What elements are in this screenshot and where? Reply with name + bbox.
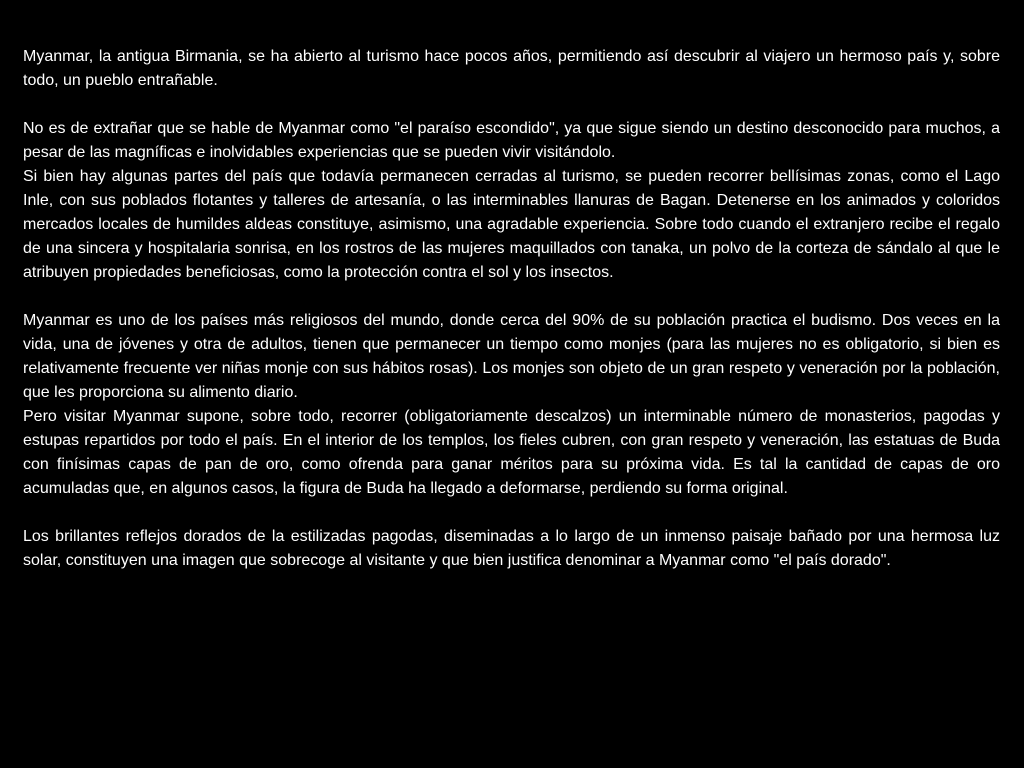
paragraph-intro: Myanmar, la antigua Birmania, se ha abierto al turismo hace pocos años, permitiendo así descubrir al viajero un hermoso país y, sobre todo, un pueblo entrañable. xyxy=(23,48,1000,89)
paragraph-places: Si bien hay algunas partes del país que todavía permanecen cerradas al turismo, se pueden recorrer bellísimas zonas, como el Lago Inle, con sus poblados flotantes y talleres de artesanía, o las interminables llanuras de Bagan. Detenerse en los animados y coloridos mercados locales de humildes aldeas constituye, asimismo, una agradable experiencia. Sobre todo cuando el extranjero recibe el regalo de una sincera y hospitalaria sonrisa, en los rostros de las mujeres maquillados con tanaka, un polvo de la corteza de sándalo al que le atribuyen propiedades beneficiosas, como la protección contra el sol y los insectos. xyxy=(23,168,1000,281)
paragraph-golden-country: Los brillantes reflejos dorados de la estilizadas pagodas, diseminadas a lo largo de un inmenso paisaje bañado por una hermosa luz solar, constituyen una imagen que sobrecoge al visitante y que bien justifica denominar a Myanmar como "el país dorado". xyxy=(23,528,1000,569)
paragraph-monasteries: Pero visitar Myanmar supone, sobre todo, recorrer (obligatoriamente descalzos) un interminable número de monasterios, pagodas y estupas repartidos por todo el país. En el interior de los templos, los fieles cubren, con gran respeto y veneración, las estatuas de Buda con finísimas capas de pan de oro, como ofrenda para ganar méritos para su próxima vida. Es tal la cantidad de capas de oro acumuladas que, en algunos casos, la figura de Buda ha llegado a deformarse, perdiendo su forma original. xyxy=(23,408,1000,497)
paragraph-religion: Myanmar es uno de los países más religiosos del mundo, donde cerca del 90% de su población practica el budismo. Dos veces en la vida, una de jóvenes y otra de adultos, tienen que permanecer un tiempo como monjes (para las mujeres no es obligatorio, si bien es relativamente frecuente ver niñas monje con sus hábitos rosas). Los monjes son objeto de un gran respeto y veneración por la población, que les proporciona su alimento diario. xyxy=(23,312,1000,401)
document-body xyxy=(23,45,1000,573)
paragraph-hidden-paradise: No es de extrañar que se hable de Myanmar como "el paraíso escondido", ya que sigue siendo un destino desconocido para muchos, a pesar de las magníficas e inolvidables experiencias que se pueden vivir visitándolo. xyxy=(23,120,1000,161)
